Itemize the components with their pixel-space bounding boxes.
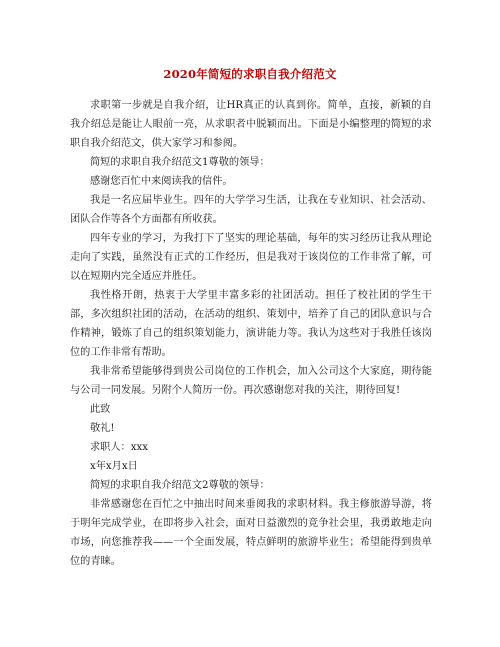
- paragraph-date: x年x月x日: [90, 461, 138, 472]
- paragraph-hope: 我非常希望能够得到贵公司岗位的工作机会，加入公司这个大家庭，期待能与公司一同发展。另附个人简历一份。再次感谢您对我的关注，期待回复!: [70, 366, 432, 396]
- paragraph-closing-1: 此致: [90, 404, 111, 415]
- paragraph-sample1-heading: 简短的求职自我介绍范文1尊敬的领导：: [90, 157, 270, 168]
- paragraph-study: 四年专业的学习，为我打下了坚实的理论基础，每年的实习经历让我从理论走向了实践，虽然没有正式的工作经历，但是我对于该岗位的工作非常了解，可以在短期内完全适应并胜任。: [70, 233, 432, 282]
- paragraph-graduate: 我是一名应届毕业生。四年的大学学习生活，让我在专业知识、社会活动、团队合作等各个方面都有所收获。: [70, 195, 432, 225]
- paragraph-intro: 求职第一步就是自我介绍，让HR真正的认真到你。简单，直接，新颖的自我介绍总是能让人眼前一亮，从求职者中脱颖而出。下面是小编整理的简短的求职自我介绍范文，供大家学习和参阅。: [70, 100, 432, 149]
- paragraph-sample2-heading: 简短的求职自我介绍范文2尊敬的领导：: [90, 480, 270, 491]
- paragraph-closing-2: 敬礼!: [90, 423, 115, 434]
- paragraph-sample2-body: 非常感谢您在百忙之中抽出时间来垂阅我的求职材料。我主修旅游导游，将于明年完成学业，在即将步入社会，面对日益激烈的竞争社会里，我勇敢地走向市场，向您推荐我——一个全面发展，特点鲜明的旅游毕业生；希望能得到贵单位的青睐。: [70, 499, 432, 567]
- paragraph-thanks: 感谢您百忙中来阅读我的信件。: [90, 176, 233, 187]
- paragraph-personality: 我性格开朗，热衷于大学里丰富多彩的社团活动。担任了校社团的学生干部，多次组织社团的活动，在活动的组织、策划中，培养了自己的团队意识与合作精神，锻炼了自己的组织策划能力，演讲能力等。我认为这些对于我胜任该岗位的工作非常有帮助。: [70, 290, 432, 358]
- paragraph-applicant: 求职人：xxx: [90, 442, 148, 453]
- document-body: [70, 96, 432, 571]
- document-title: 2020年简短的求职自我介绍范文: [163, 67, 337, 81]
